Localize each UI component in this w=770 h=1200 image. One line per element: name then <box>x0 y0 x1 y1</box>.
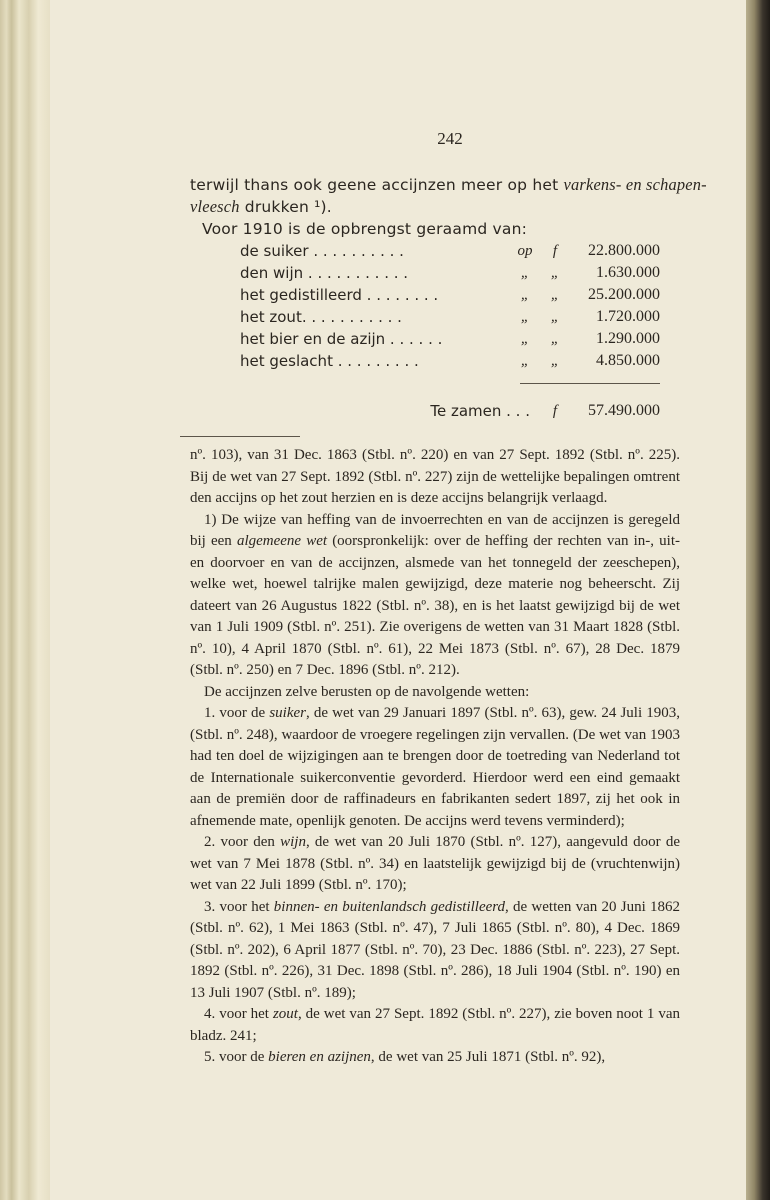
revenue-prefix: „ <box>520 331 530 347</box>
revenue-prefix: „ <box>520 309 530 325</box>
revenue-unit: „ <box>550 309 560 325</box>
revenue-prefix: „ <box>520 353 530 369</box>
revenue-amount: 1.720.000 <box>596 308 660 325</box>
revenue-row <box>240 262 660 284</box>
law-item-4: 4. voor het zout, de wet van 27 Sept. 1892 (Stbl. nº. 227), zie boven noot 1 van bladz. 241; <box>190 1006 681 1044</box>
revenue-item: het bier en de azijn . . . . . . <box>240 330 443 348</box>
total-amount: 57.490.000 <box>588 402 660 419</box>
revenue-row <box>240 284 660 306</box>
revenue-unit: „ <box>550 353 560 369</box>
total-rule <box>520 383 660 384</box>
revenue-unit: f <box>552 243 558 259</box>
footnote-1: 1) De wijze van heffing van de invoerrechten en van de accijnzen is geregeld bij een algemeene wet (oorspronkelijk: over de heffing der rechten van in-, uit- en doorvoer en van de accijnzen, alsmede van het tonnegeld der zeeschepen), welke wet, hoewel talrijke malen gewijzigd, deze materie nog beheerscht. Zij dateert van 26 Augustus 1822 (Stbl. nº. 38), en is het laatst gewijzigd bij de wet van 1 Juli 1909 (Stbl. nº. 251). Zie overigens de wetten van 31 Maart 1828 (Stbl. nº. 10), 4 April 1870 (Stbl. nº. 61), 22 Mei 1873 (Stbl. nº. 67), 28 Dec. 1879 (Stbl. nº. 250) en 7 Dec. 1896 (Stbl. nº. 212). <box>190 511 680 678</box>
revenue-prefix: „ <box>520 265 530 281</box>
intro-line-2: drukken ¹). <box>244 198 332 216</box>
revenue-item: het geslacht . . . . . . . . . <box>240 352 419 370</box>
revenue-unit: „ <box>550 331 560 347</box>
revenue-prefix: „ <box>520 287 530 303</box>
total-label: Te zamen . . . <box>430 402 530 420</box>
total-unit: f <box>552 403 558 419</box>
revenue-row <box>240 306 660 328</box>
revenue-amount: 1.290.000 <box>596 330 660 347</box>
page-number: 242 <box>437 129 463 148</box>
footnote-continuation: nº. 103), van 31 Dec. 1863 (Stbl. nº. 220) en van 27 Sept. 1892 (Stbl. nº. 225). Bij de wet van 27 Sept. 1892 (Stbl. nº. 227) zijn de wettelijke bepalingen omtrent den accijns op het zout herzien en is deze accijns belangrijk verlaagd. <box>190 447 680 506</box>
revenue-amount: 25.200.000 <box>588 286 660 303</box>
law-item-3: 3. voor het binnen- en buitenlandsch gedistilleerd, de wetten van 20 Juni 1862 (Stbl. nº. 62), 1 Mei 1863 (Stbl. nº. 47), 7 Juli 1865 (Stbl. nº. 80), 4 Dec. 1869 (Stbl. nº. 202), 6 April 1877 (Stbl. nº. 70), 23 Dec. 1886 (Stbl. nº. 223), 27 Sept. 1892 (Stbl. nº. 226), 31 Dec. 1898 (Stbl. nº. 286), 18 Juli 1904 (Stbl. nº. 190) en 13 Juli 1907 (Stbl. nº. 189); <box>190 898 680 1001</box>
revenue-item: den wijn . . . . . . . . . . . <box>240 264 409 282</box>
law-item-1: 1. voor de suiker, de wet van 29 Januari 1897 (Stbl. nº. 63), gew. 24 Juli 1903, (Stbl. nº. 248), waardoor de vroegere regelingen zijn vervallen. (De wet van 1903 had ten doel de wijzigingen aan te brengen door de toetreding van Nederland tot de Internationale suikerconventie gevorderd. Hierdoor werd een eind gemaakt aan de premiën door de raffinadeurs en fabrikanten sedert 1897, zij het ook in afnemende mate, openlijk genoten. De accijns werd tevens verminderd); <box>190 705 681 829</box>
footnote-separator <box>180 436 300 437</box>
footnote-base-laws: De accijnzen zelve berusten op de navolgende wetten: <box>204 683 530 700</box>
total-rule-row <box>240 372 660 394</box>
revenue-prefix: op <box>517 243 533 259</box>
revenue-amount: 22.800.000 <box>588 242 660 259</box>
revenue-unit: „ <box>550 265 560 281</box>
intro-line-1: terwijl thans ook geene accijnzen meer op het <box>190 176 559 194</box>
intro-line-1-italic: varkens- en schapen- <box>563 175 707 194</box>
revenue-table <box>240 240 660 422</box>
revenue-item: het zout. . . . . . . . . . . <box>240 308 402 326</box>
revenue-row <box>240 328 660 350</box>
law-item-2: 2. voor den wijn, de wet van 20 Juli 1870 (Stbl. nº. 127), aangevuld door de wet van 7 Mei 1878 (Stbl. nº. 34) en laatstelijk gewijzigd bij de (vruchtenwijn) wet van 22 Juli 1899 (Stbl. nº. 170); <box>190 834 680 893</box>
revenue-amount: 1.630.000 <box>596 264 660 281</box>
intro-line-2-italic: vleesch <box>190 197 240 216</box>
revenue-unit: „ <box>550 287 560 303</box>
page-content <box>190 128 707 1069</box>
revenue-row <box>240 350 660 372</box>
law-item-5: 5. voor de bieren en azijnen, de wet van 25 Juli 1871 (Stbl. nº. 92), <box>204 1049 606 1065</box>
footnotes <box>190 436 680 1069</box>
revenue-item: het gedistilleerd . . . . . . . . <box>240 286 439 304</box>
revenue-total-row <box>240 394 660 422</box>
page-edge <box>746 0 770 1200</box>
revenue-item: de suiker . . . . . . . . . . <box>240 242 404 260</box>
revenue-amount: 4.850.000 <box>596 352 660 369</box>
intro-line-3: Voor 1910 is de opbrengst geraamd van: <box>202 220 528 238</box>
intro-text <box>190 174 707 240</box>
revenue-row <box>240 240 660 262</box>
